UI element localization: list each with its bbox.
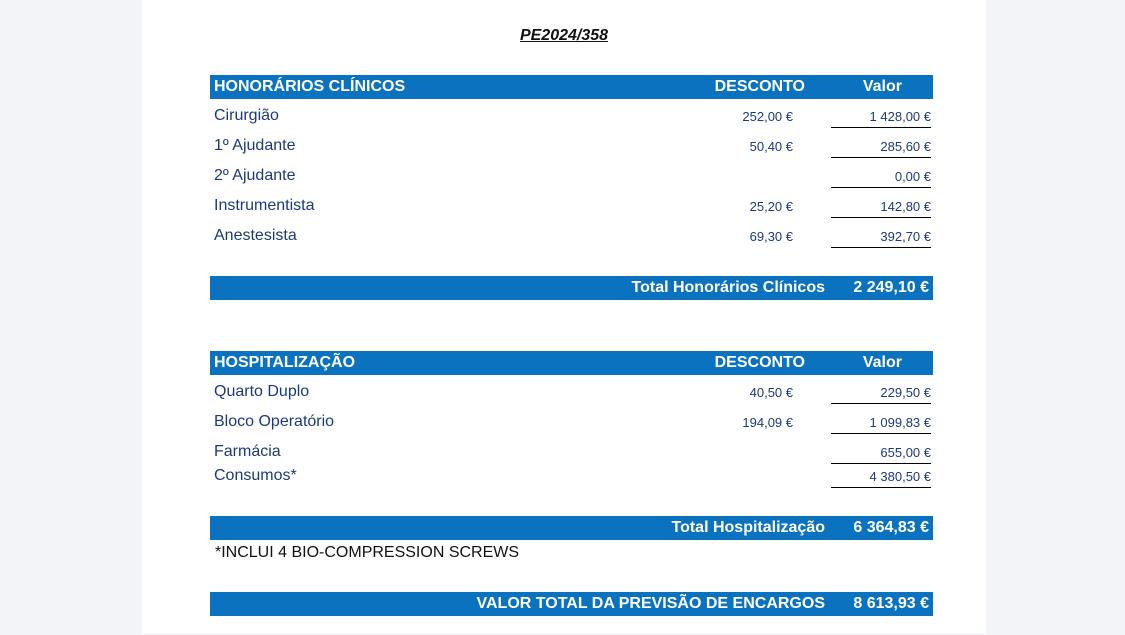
row-valor: 1 099,83 € <box>831 415 931 434</box>
footnote: *INCLUI 4 BIO-COMPRESSION SCREWS <box>215 544 520 561</box>
hospital-row <box>210 382 933 404</box>
clinical-valor-header: Valor <box>862 78 902 95</box>
hospital-total-bar <box>210 516 933 540</box>
grand-total-value: 8 613,93 € <box>853 595 929 612</box>
row-label: 1º Ajudante <box>214 137 296 154</box>
row-desconto: 194,09 € <box>742 415 793 430</box>
hospital-header-bar <box>210 351 933 375</box>
row-label: Farmácia <box>214 443 281 460</box>
row-valor: 229,50 € <box>831 385 931 404</box>
row-valor: 285,60 € <box>831 139 931 158</box>
clinical-section-title: HONORÁRIOS CLÍNICOS <box>214 78 406 95</box>
row-valor: 4 380,50 € <box>831 469 931 488</box>
row-desconto: 252,00 € <box>742 109 793 124</box>
clinical-desconto-header: DESCONTO <box>714 78 805 95</box>
row-label: Bloco Operatório <box>214 413 335 430</box>
hospital-total-value: 6 364,83 € <box>853 519 929 536</box>
row-valor: 142,80 € <box>831 199 931 218</box>
hospital-row <box>210 442 933 464</box>
hospital-row <box>210 466 933 488</box>
clinical-header-bar <box>210 75 933 99</box>
clinical-total-bar <box>210 276 933 300</box>
row-label: Anestesista <box>214 227 297 244</box>
document-page <box>142 0 986 633</box>
row-label: 2º Ajudante <box>214 167 296 184</box>
hospital-valor-header: Valor <box>862 354 902 371</box>
row-desconto: 69,30 € <box>749 229 793 244</box>
clinical-row <box>210 226 933 248</box>
row-valor: 1 428,00 € <box>831 109 931 128</box>
row-label: Cirurgião <box>214 107 279 124</box>
document-id: PE2024/358 <box>519 27 609 44</box>
row-label: Consumos* <box>214 467 297 484</box>
hospital-row <box>210 412 933 434</box>
clinical-total-value: 2 249,10 € <box>853 279 929 296</box>
clinical-row <box>210 106 933 128</box>
clinical-row <box>210 166 933 188</box>
row-valor: 655,00 € <box>831 445 931 464</box>
hospital-desconto-header: DESCONTO <box>714 354 805 371</box>
row-valor: 0,00 € <box>831 169 931 188</box>
row-valor: 392,70 € <box>831 229 931 248</box>
grand-total-label: VALOR TOTAL DA PREVISÃO DE ENCARGOS <box>476 595 825 612</box>
row-desconto: 50,40 € <box>749 139 793 154</box>
hospital-total-label: Total Hospitalização <box>671 519 825 536</box>
clinical-row <box>210 196 933 218</box>
row-label: Quarto Duplo <box>214 383 310 400</box>
row-desconto: 25,20 € <box>749 199 793 214</box>
row-desconto: 40,50 € <box>749 385 793 400</box>
clinical-row <box>210 136 933 158</box>
clinical-total-label: Total Honorários Clínicos <box>631 279 825 296</box>
grand-total-bar <box>210 592 933 616</box>
row-label: Instrumentista <box>214 197 315 214</box>
hospital-section-title: HOSPITALIZAÇÃO <box>214 354 356 371</box>
